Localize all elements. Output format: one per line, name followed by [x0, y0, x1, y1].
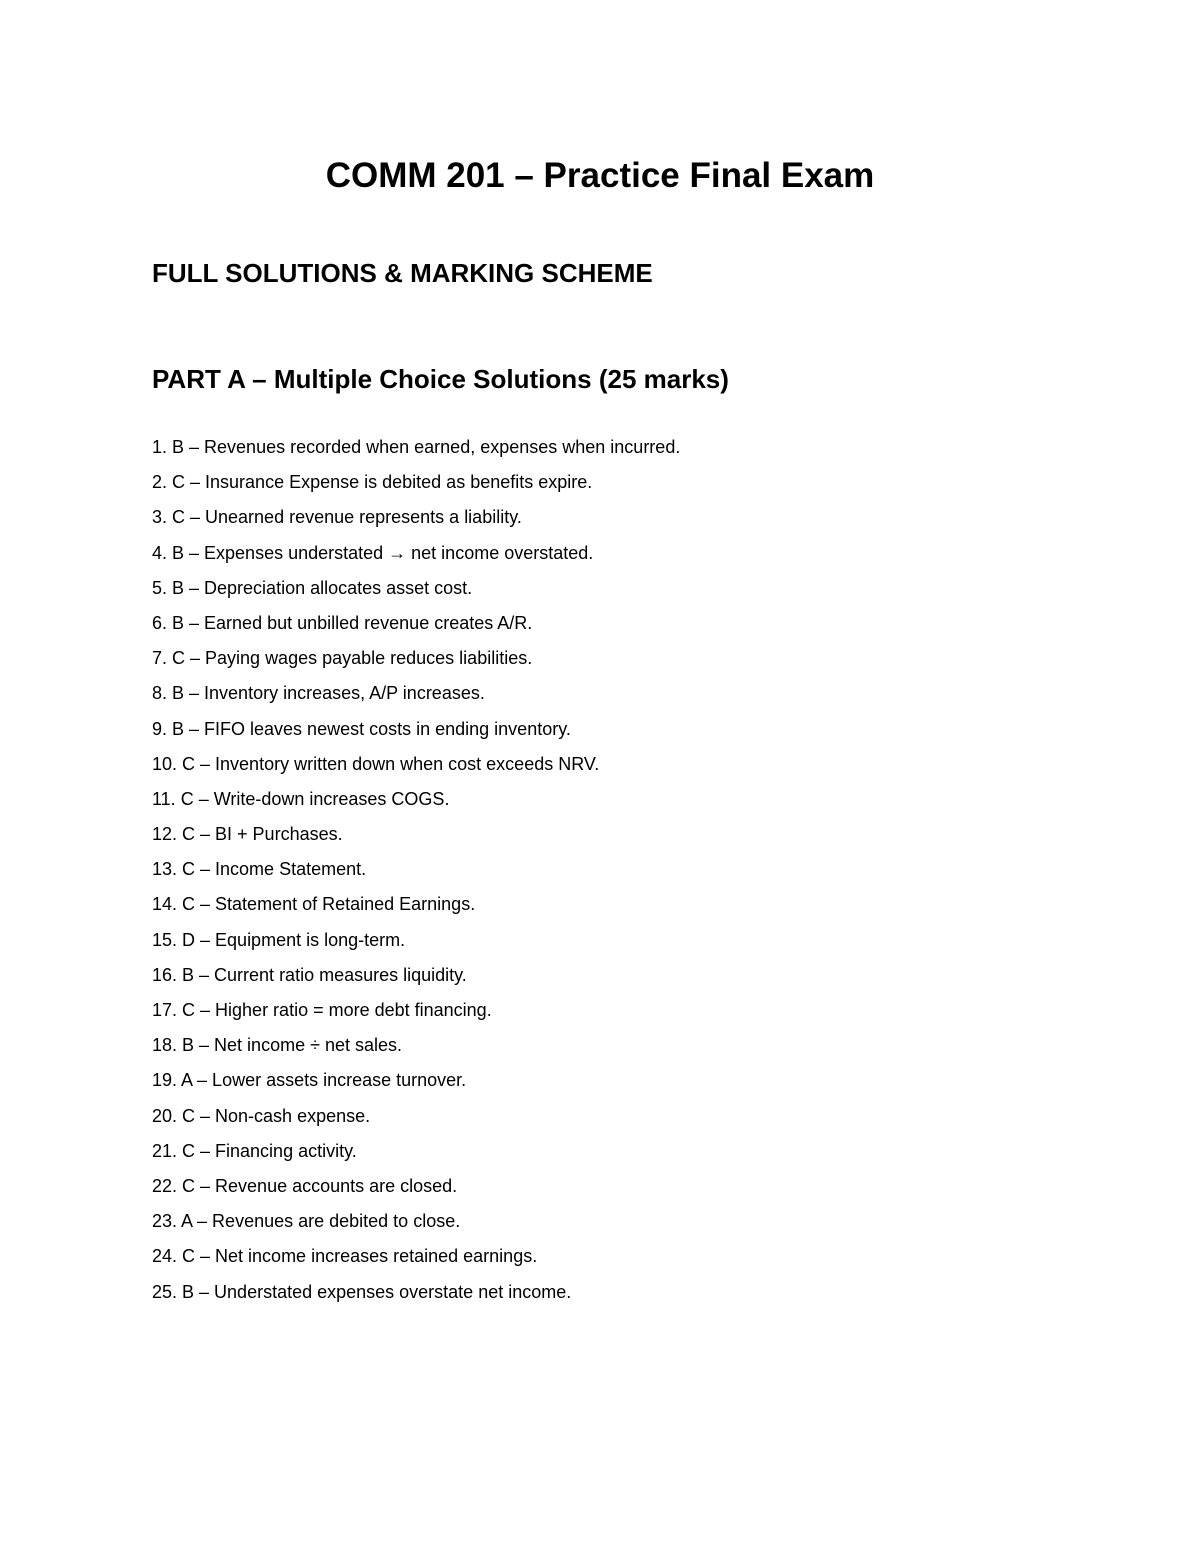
answer-item: 5. B – Depreciation allocates asset cost. [152, 577, 473, 598]
answer-item: 20. C – Non-cash expense. [152, 1105, 371, 1126]
answer-item: 15. D – Equipment is long-term. [152, 929, 406, 950]
answer-item: 10. C – Inventory written down when cost exceeds NRV. [152, 753, 600, 774]
answer-item: 4. B – Expenses understated → net income overstated. [152, 542, 594, 563]
answer-item: 11. C – Write-down increases COGS. [152, 788, 450, 809]
answer-list [152, 430, 1052, 1310]
document-subtitle: FULL SOLUTIONS & MARKING SCHEME [152, 258, 653, 288]
answer-item: 12. C – BI + Purchases. [152, 824, 343, 845]
answer-item: 24. C – Net income increases retained earnings. [152, 1246, 538, 1267]
answer-item: 9. B – FIFO leaves newest costs in ending inventory. [152, 718, 571, 739]
answer-item: 8. B – Inventory increases, A/P increases. [152, 683, 485, 704]
answer-item: 25. B – Understated expenses overstate net income. [152, 1281, 572, 1302]
answer-item: 1. B – Revenues recorded when earned, expenses when incurred. [152, 437, 681, 457]
answer-item: 21. C – Financing activity. [152, 1140, 357, 1161]
answer-item: 6. B – Earned but unbilled revenue creates A/R. [152, 612, 533, 633]
answer-item: 19. A – Lower assets increase turnover. [152, 1070, 467, 1091]
answer-item: 22. C – Revenue accounts are closed. [152, 1175, 458, 1196]
answer-item: 23. A – Revenues are debited to close. [152, 1211, 461, 1232]
page-title: COMM 201 – Practice Final Exam [325, 156, 875, 195]
answer-item: 2. C – Insurance Expense is debited as benefits expire. [152, 472, 593, 493]
answer-item: 14. C – Statement of Retained Earnings. [152, 894, 476, 915]
answer-item: 18. B – Net income ÷ net sales. [152, 1035, 403, 1056]
answer-item: 7. C – Paying wages payable reduces liabilities. [152, 648, 533, 669]
answer-item: 13. C – Income Statement. [152, 859, 367, 880]
section-heading-part-a: PART A – Multiple Choice Solutions (25 marks) [152, 364, 729, 394]
answer-item: 16. B – Current ratio measures liquidity. [152, 964, 467, 985]
answer-item: 17. C – Higher ratio = more debt financing. [152, 1000, 492, 1020]
answer-item: 3. C – Unearned revenue represents a liability. [152, 507, 522, 528]
